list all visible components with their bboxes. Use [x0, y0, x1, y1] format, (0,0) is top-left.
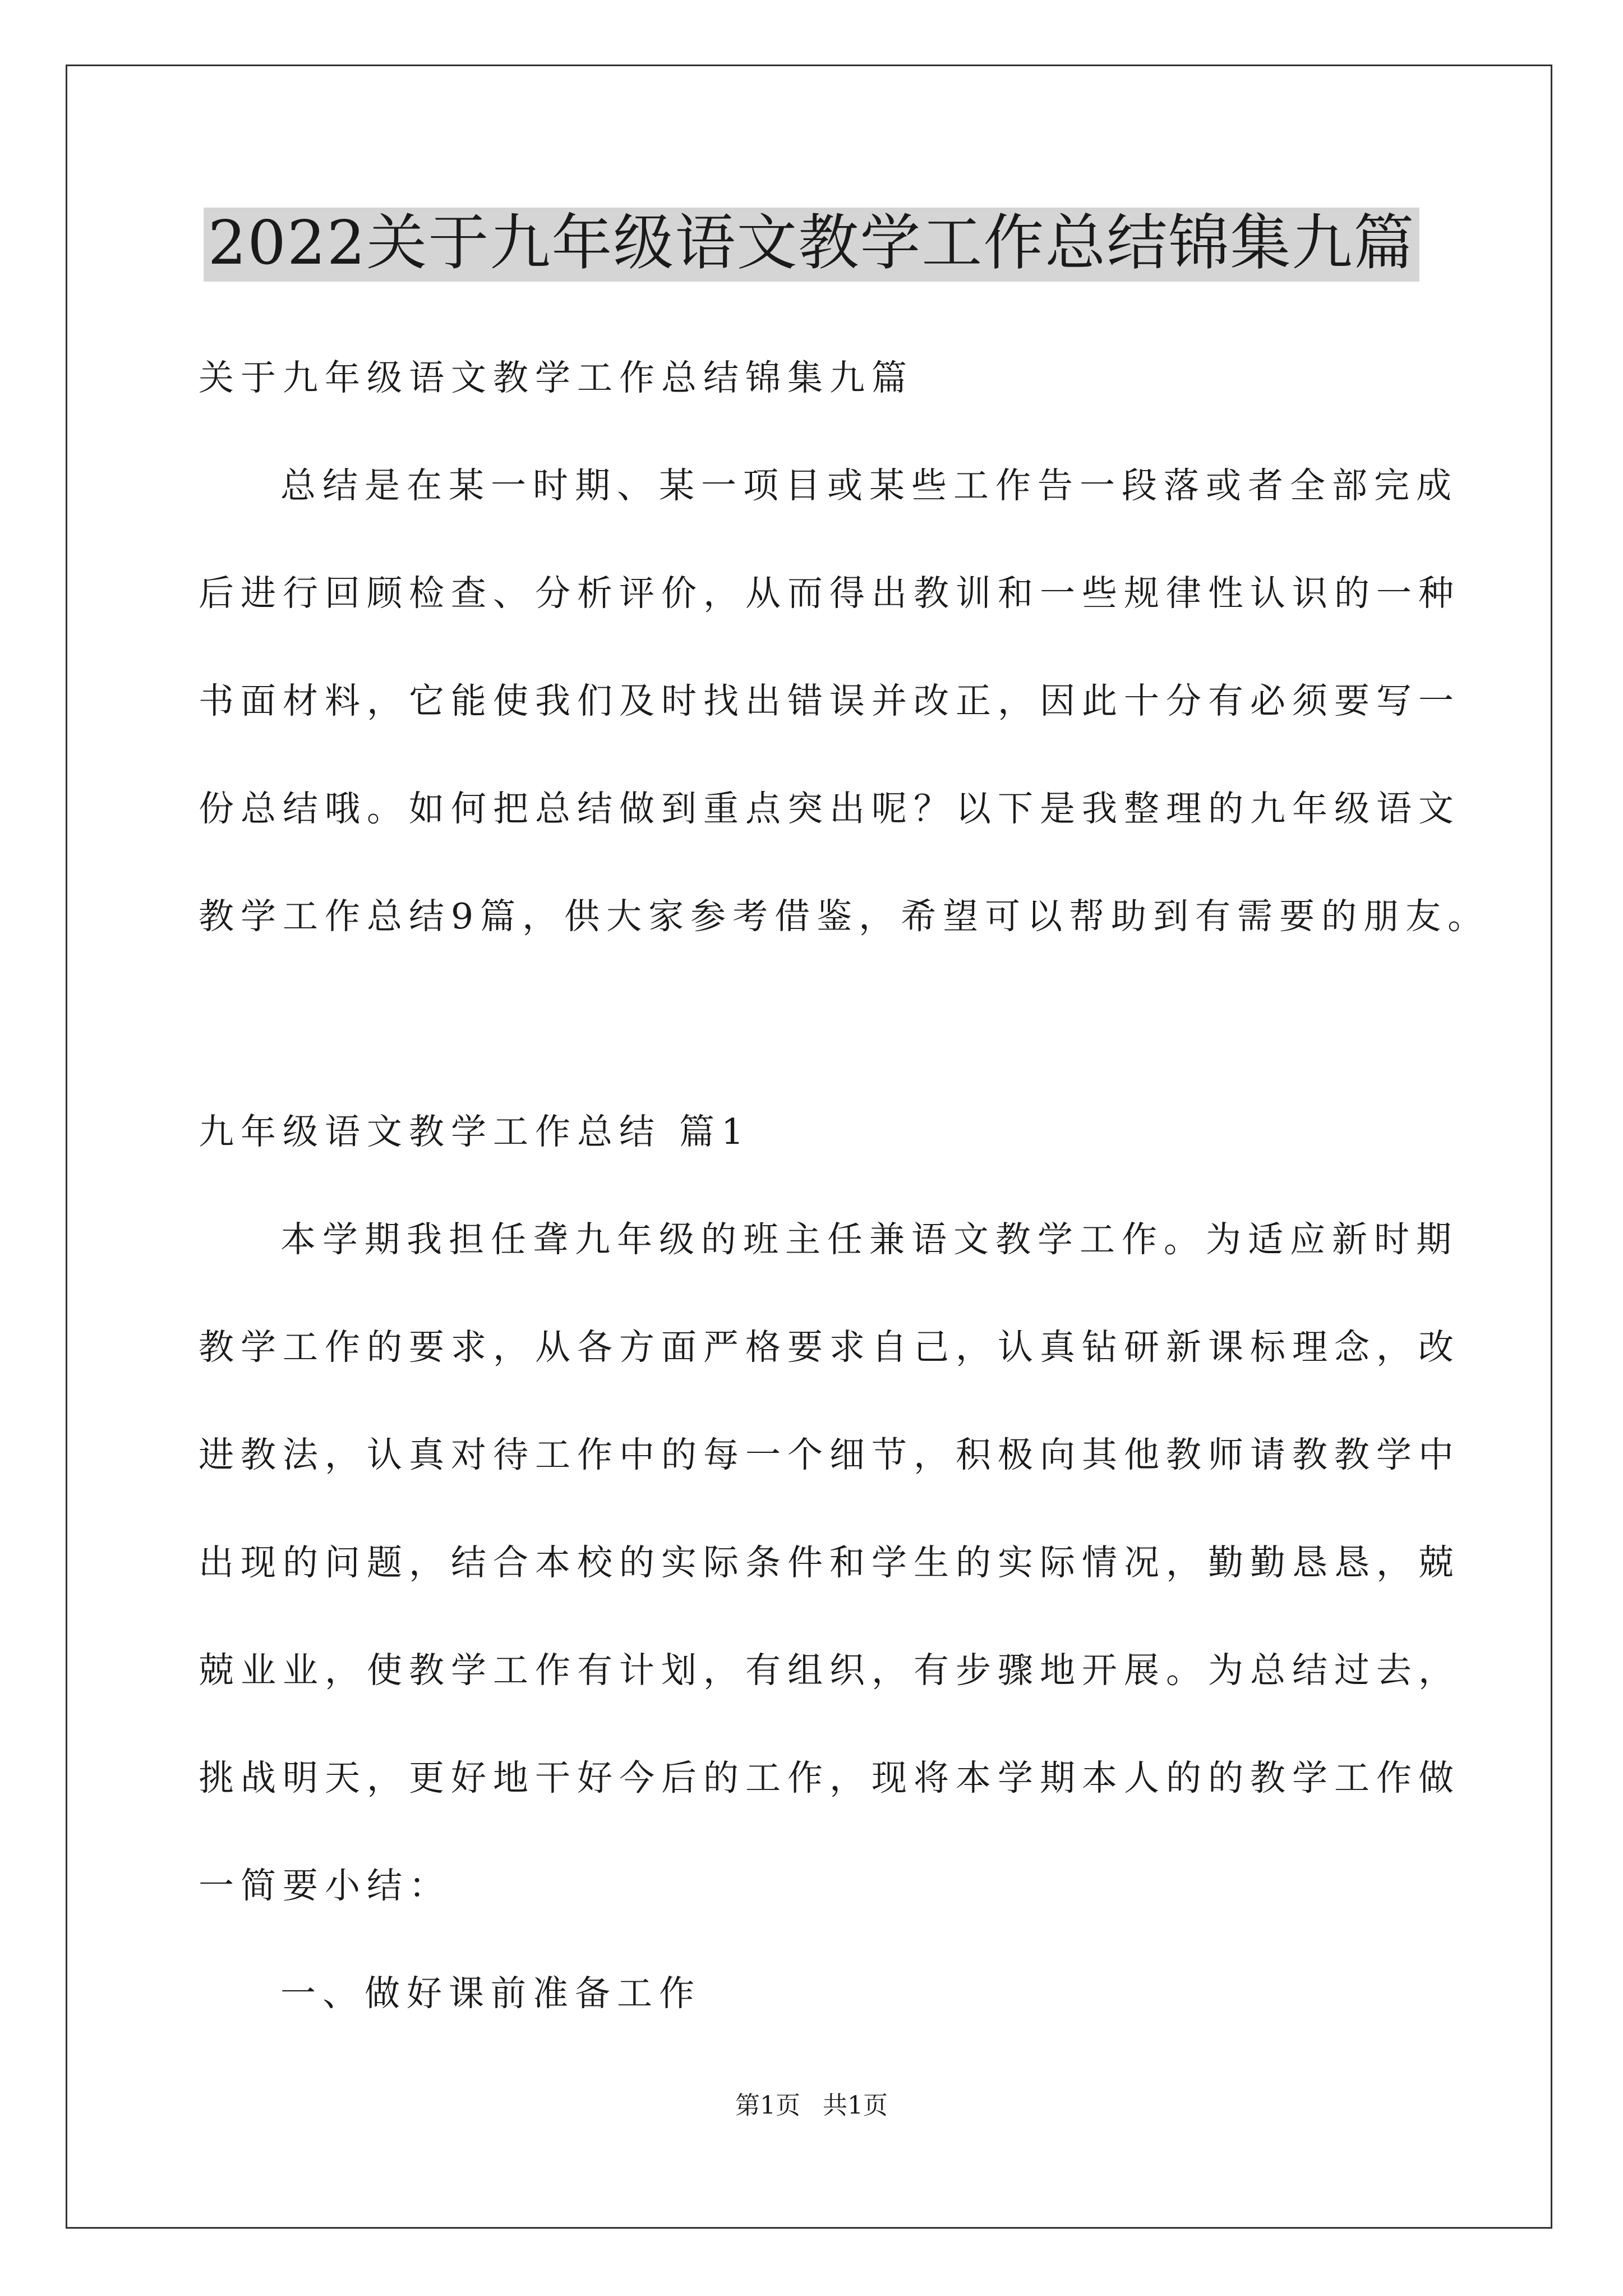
body-line-6: 挑战明天，更好地干好今后的工作，现将本学期本人的的教学工作做 — [199, 1757, 1460, 1798]
body-line-2: 教学工作的要求，从各方面严格要求自己，认真钻研新课标理念，改 — [199, 1327, 1460, 1368]
subheading: 一、做好课前准备工作 — [280, 1973, 701, 2014]
document-title — [0, 208, 1623, 282]
body-line-1: 本学期我担任聋九年级的班主任兼语文教学工作。为适应新时期 — [280, 1219, 1458, 1260]
body-line-5: 兢业业，使教学工作有计划，有组织，有步骤地开展。为总结过去， — [199, 1650, 1460, 1691]
document-subtitle: 关于九年级语文教学工作总结锦集九篇 — [199, 357, 914, 398]
intro-line-5: 教学工作总结9篇，供大家参考借鉴，希望可以帮助到有需要的朋友。 — [199, 896, 1490, 937]
body-line-3: 进教法，认真对待工作中的每一个细节，积极向其他教师请教教学中 — [199, 1434, 1460, 1475]
intro-line-4: 份总结哦。如何把总结做到重点突出呢？以下是我整理的九年级语文 — [199, 788, 1460, 829]
intro-line-3: 书面材料，它能使我们及时找出错误并改正，因此十分有必须要写一 — [199, 680, 1460, 721]
intro-line-2: 后进行回顾检查、分析评价，从而得出教训和一些规律性认识的一种 — [199, 573, 1460, 614]
body-line-7: 一简要小结： — [199, 1865, 451, 1906]
page-total: 共1页 — [823, 2091, 888, 2120]
section-heading: 九年级语文教学工作总结 篇1 — [199, 1111, 751, 1152]
page-footer — [0, 2093, 1623, 2118]
body-line-4: 出现的问题，结合本校的实际条件和学生的实际情况，勤勤恳恳，兢 — [199, 1542, 1460, 1583]
document-title-text: 2022关于九年级语文教学工作总结锦集九篇 — [204, 208, 1420, 282]
page-number: 第1页 — [735, 2091, 800, 2120]
intro-line-1: 总结是在某一时期、某一项目或某些工作告一段落或者全部完成 — [280, 465, 1458, 506]
